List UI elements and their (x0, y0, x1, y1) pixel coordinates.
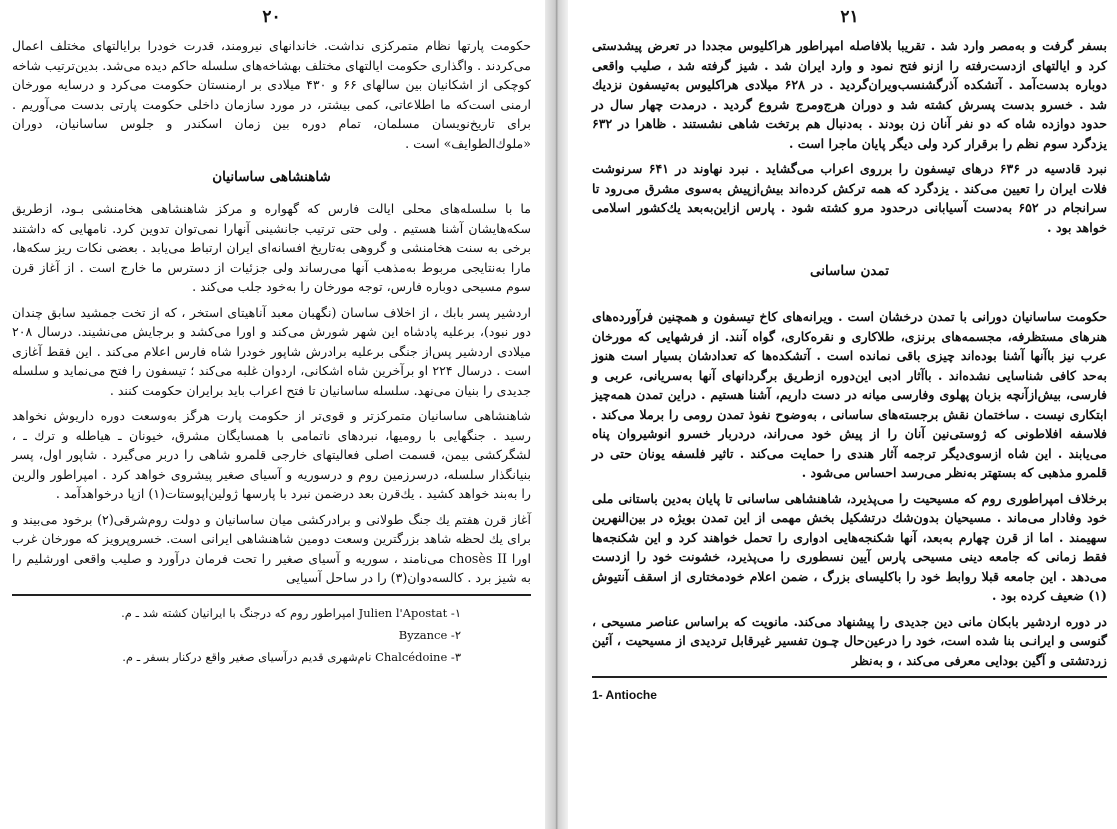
footnote: ۳- Chalcédoine نام‌شهری قدیم درآسیای صغیر واقع درکنار بسفر ـ م. (122, 649, 461, 664)
book-gutter (545, 0, 568, 829)
footnotes (12, 602, 531, 668)
footnote-divider (12, 594, 531, 596)
body-paragraph: برخلاف امپراطوری روم که مسیحیت را می‌پذیرد، شاهنشاهی ساسانی تا پایان به‌دین باستانی ملی خود وفادار می‌ماند . مسیحیان بدون‌شك درتشکیل بخش مهمی از این تمدن بویژه در بین‌النهرین سهیمند . اما از قرن چهارم به‌بعد، آنها شکنجه‌هایی ادواری را تحمل خواهند کرد و این شکنجه‌ها فقط زمانی که جامعه دینی مسیحی پارس آیین نسطوری را می‌پذیرد، خشونت خود را ازدست می‌دهد . این جامعه قبلا روابط خود را باکلیسای بزرگ ، ضمن اعلام خودمختاری از اسقف آنتیوش (۱) ضعیف کرده بود . (592, 490, 1107, 603)
body-paragraph: آغاز قرن هفتم یك جنگ طولانی و برادرکشی میان ساسانیان و دولت روم‌شرقی(۲) برخود می‌بیند و برای یك لحظه شاهد بزرگترین وسعت دومین شاهنشاهی ایرانی است. خسروپرویز که مورخان غرب اورا chosès II می‌نامند ، سوریه و آسیای صغیر را تحت فرمان درآورد و صلیب واقعی اورشلیم را به شیز برد . کالسه‌دوان(۳) را در ساحل آسیایی (12, 511, 532, 585)
footnote: 1- Antioche (592, 688, 657, 702)
body-paragraph: در دوره اردشیر بابکان مانی دین جدیدی را پیشنهاد می‌کند. مانویت که براساس عناصر مسیحی ، گنوسی و ایرانـی بنا شده است، خود را درعین‌حال چـون تفسیر غیرقابل تردیدی از مسیحیت ، آئین زردتشتی و آگین بودایی معرفی می‌کند ، و به‌نظر (592, 613, 1107, 668)
body-paragraph: بسفر گرفت و به‌مصر وارد شد . تقریبا بلافاصله امپراطور هراکلیوس مجددا در تعرض پیشدستی کرد و ایالتهای ازدست‌رفته را ازنو فتح نمود و وارد ایران شد . شیز گرفته شد ، صلیب واقعی دوباره بدست‌آمد . آتشکده آذرگشنسب‌ویران‌گردید . در ۶۲۸ میلادی هراکلیوس به‌تیسفون نزدیك شد . خسرو بدست پسرش کشته شد و دوران هرج‌ومرج شروع گردید . درمدت چهار سال در حدود دوازده شاه که دو نفر آنان زن بودند . به‌دنبال هم برتخت شاهی نشستند . ظاهرا در ۶۳۲ یزدگرد سوم نظم را برقرار کرد ولی دیگر پایان ماجرا است . (592, 38, 1107, 151)
body-paragraph: شاهنشاهی ساسانیان متمرکزتر و قوی‌تر از حکومت پارت هرگز به‌وسعت دوره داریوش نخواهد رسید . جنگهایی با رومیها، نبردهای ناتمامی با همسایگان مشرق، خیونان ـ هیاطله و ترك ـ ، لشگرکشی بیمن، قسمت اصلی فعالیتهای خارجی قلمرو شاهی را دربر می‌گیرد . شاپور اول، پسر بنیانگذار سلسله، درسرزمین روم و درسوریه و آسیای صغیر پیشروی خواهد کرد . امپراطور والرین را به‌بند خواهد کشید . یك‌قرن بعد درضمن نبرد با پارسها ژولین‌اپوستات(۱) ازپا درخواهدآمد . (12, 408, 531, 501)
body-paragraph: اردشیر پسر بابك ، از اخلاف ساسان (نگهبان معبد آناهیتای استخر ، که از تخت جمشید سابق چندان دور نبود)، برعلیه پادشاه این شهر شورش می‌کند و اورا می‌کشد و برجایش می‌نشیند. درسال ۲۰۸ میلادی اردشیر پس‌از جنگی برعلیه برادرش شاپور خودرا شاه فارس اعلام می‌کند . این فقط آغازی است . درسال ۲۲۴ او برآخرین شاه اشکانی، اردوان غلبه می‌کند ؛ تیسفون را فتح می‌نماید و سلسله جدیدی را بنیان می‌نهد. سلسله ساسانیان تا فتح اعراب باید برایران حکومت کنند . (12, 304, 531, 398)
section-heading: تمدن ساسانی (809, 263, 890, 279)
intro-paragraph: حکومت پارتها نظام متمرکزی نداشت. خاندانهای نیرومند، قدرت خودرا برایالتهای مختلف اعمال می‌کردند . واگذاری حکومت ایالتهای مختلف بهشاخه‌های سلسله حاکم دیده می‌شد. بدین‌ترتیب شاخه کوچکی از اشکانیان بین سالهای ۶۶ و ۴۳۰ میلادی بر ارمنستان حکومت می‌کرد و درسایه مورخان ارمنی است‌که ما اطلاعاتی، کمی بیشتر، در مورد سازمان داخلی حکومت پارتی بدست می‌آوریم . برای تاریخ‌نویسان مسلمان، تمام دوره بین زمان اسکندر و جلوس ساسانیان، دوران «ملوك‌الطوایف» است . (12, 38, 531, 151)
footnotes (592, 684, 1107, 706)
footnote: ۱- Julien l'Apostat امپراطور روم که درجنگ با ایرانیان کشته شد ـ م. (121, 605, 461, 620)
right-page (568, 0, 1117, 829)
footnote-divider (592, 676, 1107, 678)
body-paragraph: نبرد قادسیه در ۶۳۶ درهای تیسفون را برروی اعراب می‌گشاید . نبرد نهاوند در ۶۴۱ سرنوشت فلات ایران را تعیین می‌کند . یزدگرد که همه ترکش کرده‌اند بیش‌ازپیش به‌سوی مشرق می‌رود تا سرانجام در ۶۵۲ به‌دست آسیابانی درحدود مرو کشته شود . پارس ازاین‌به‌بعد یك‌کشور اسلامی خواهد بود . (592, 161, 1107, 235)
body-paragraph: ما با سلسله‌های محلی ایالت فارس که گهواره و مرکز شاهنشاهی هخامنشی بـود، ازطریق سکه‌هایشان آشنا هستیم . ولی حتی ترتیب جانشینی آنهارا نمی‌توان تدوین کرد. نامهایی که داشتند برخی به سنت هخامنشی و گروهی به‌تاریخ افسانه‌ای ایران ارتباط می‌یابد . بعضی نکات ریز سکه‌ها، مارا به‌نتایجی مربوط به‌مذهب آنها می‌رساند ولی جزئیات از دسترس ما خارج است . از آغاز قرن سوم مسیحی دوباره فارس، توجه مورخان را به‌خود جلب می‌کند . (12, 201, 531, 294)
page-number: ۲۱ (840, 7, 859, 27)
body-paragraph: حکومت ساسانیان دورانی با تمدن درخشان است . ویرانه‌های کاخ تیسفون و همچنین فرآورده‌های هنرهای مستظرفه، مجسمه‌های برنزی، طلاکاری و نقره‌کاری، گواه آنند. از فرشهایی که مورخان عرب نیز باآنها آشنا بوده‌اند چیزی باقی نمانده است . آتشکده‌ها که تعدادشان بسیار است هنوز به‌حد کافی شناسایی نشده‌اند . باآثار ادبی این‌دوره ازطریق برگردانهای آنها به‌سریانی، عربی و فارسی، بیش‌ازآنچه بزبان پهلوی وفارسی میانه در دست داریم، آشنا هستیم . دراین تمدن همه‌چیز ابتکاری نیست . ساختمان نقش برجسته‌های ساسانی ، به‌وضوح نفوذ تمدن رومی را برملا می‌کند . فلاسفه افلاطونی که ژوستی‌نین آنان را از پیش خود می‌راند، دردربار خسرو انوشیروان پناه می‌یابند . این شاه ازسوی‌دیگر ترجمه آثار هندی را حمایت می‌کند . تاثیر فلسفه یونان حتی در قلمرو مذهبی که بستهتر به‌نظر می‌رسد احساس می‌شود . (592, 309, 1107, 480)
page-number: ۲۰ (262, 7, 281, 27)
footnote: ۲- Byzance (398, 627, 461, 642)
left-page (0, 0, 545, 829)
section-heading: شاهنشاهی ساسانیان (212, 169, 331, 185)
